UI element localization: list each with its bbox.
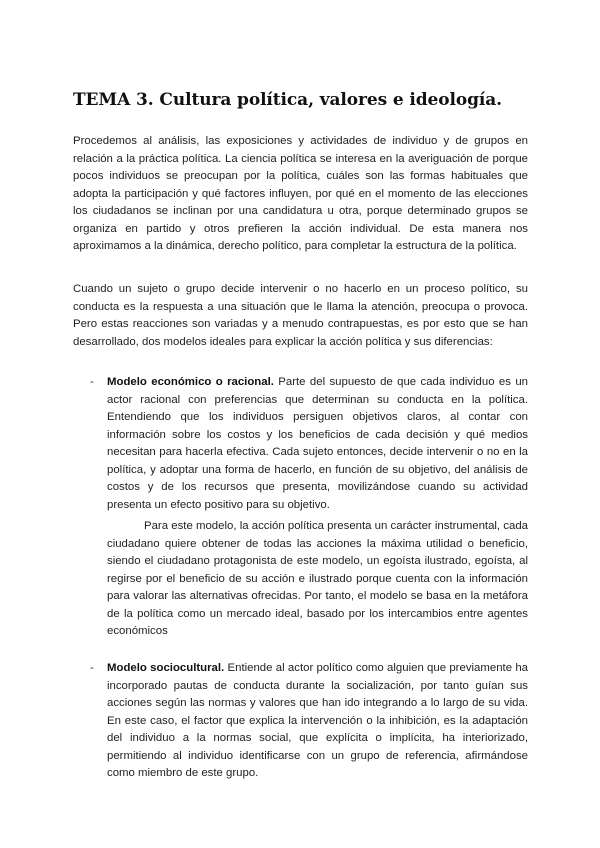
bullet-text bbox=[107, 660, 528, 783]
document-title: TEMA 3. Cultura política, valores e ideología. bbox=[73, 90, 502, 110]
bullet-body: Entiende al actor político como alguien que previamente ha incorporado pautas de conducta durante la socialización, por tanto guían sus acciones según las normas y valores que han ido integrando a lo largo de su vida. En este caso, el factor que explica la intervención o la inhibición, es la adaptación del individuo a la normas social, que explícita o implícita, ha interiorizado, permitiendo al individuo identificarse con un grupo de referencia, afirmándose como miembro de este grupo. bbox=[107, 662, 528, 779]
bullet-dash: - bbox=[90, 662, 94, 674]
bullet-heading: Modelo sociocultural. bbox=[107, 662, 225, 674]
intro-paragraph: Procedemos al análisis, las exposiciones y actividades de individuo y de grupos en relación a la práctica política. La ciencia política se interesa en la averiguación de porque pocos individuos se preocupan por la política, cuáles son las formas habituales que adopta la participación y qué factores influyen, por qué en el momento de las elecciones los ciudadanos se inclinan por una candidatura u otra, porque determinado grupos se organiza en partido y otros prefieren la acción individual. De esta manera nos aproximamos a la dinámica, derecho político, para completar la estructura de la política. bbox=[73, 135, 528, 252]
context-paragraph: Cuando un sujeto o grupo decide intervenir o no hacerlo en un proceso político, su conducta es la respuesta a una situación que le llama la atención, preocupa o provoca. Pero estas reacciones son variadas y a menudo contrapuestas, es por esto que se han desarrollado, dos modelos ideales para explicar la acción política y sus diferencias: bbox=[73, 283, 528, 348]
modelo-economico-detail-paragraph: Para este modelo, la acción política presenta un carácter instrumental, cada ciudadano quiere obtener de todas las acciones la máxima utilidad o beneficio, siendo el ciudadano protagonista de este modelo, un egoísta ilustrado, egoísta, al regirse por el beneficio de su acción e ilustrado porque cuenta con la información para valorar las alternativas ofrecidas. Por tanto, el modelo se basa en la metáfora de la política como un mercado ideal, basado por los intercambios entre agentes económicos bbox=[107, 520, 528, 637]
bullet-body: Parte del supuesto de que cada individuo es un actor racional con preferencias que determinan su conducta en la política. Entendiendo que los individuos persiguen objetivos claros, al contar con información sobre los costos y los beneficios de cada decisión y qué medios necesitan para hacerla efectiva. Cada sujeto entonces, decide intervenir o no en la política, y adoptar una forma de hacerlo, en función de su objetivo, del análisis de costos y de los recursos que presenta, movilizándose cuando su actividad presenta un efecto positivo para su objetivo. bbox=[107, 376, 528, 511]
bullet-text bbox=[107, 374, 528, 514]
bullet-dash: - bbox=[90, 376, 94, 388]
bullet-heading: Modelo económico o racional. bbox=[107, 376, 274, 388]
